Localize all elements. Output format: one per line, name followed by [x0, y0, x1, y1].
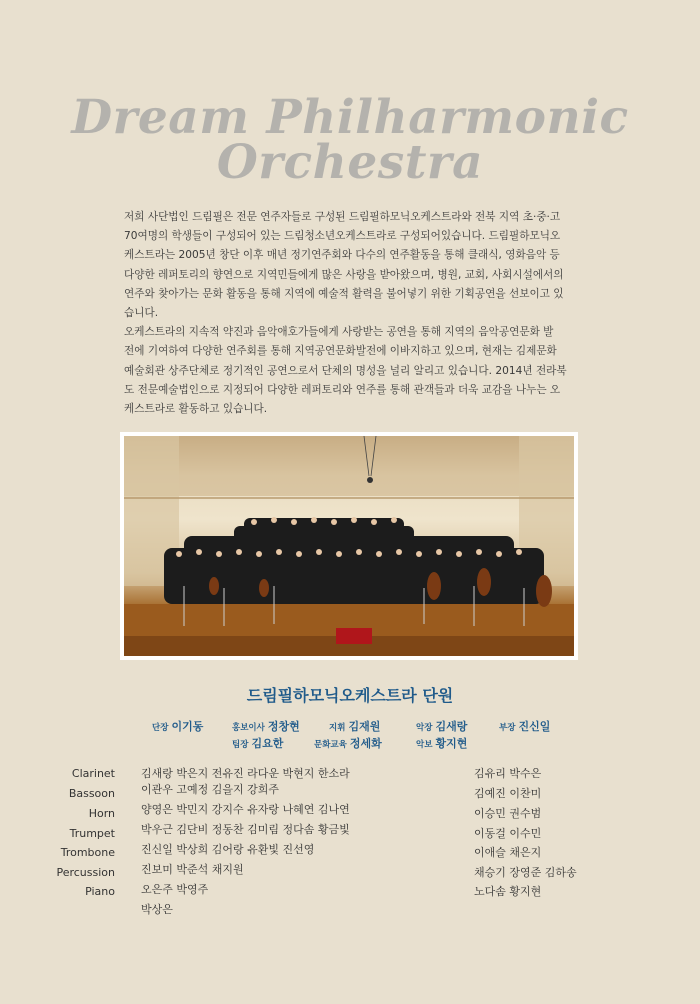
- instrument-label: Piano: [85, 885, 115, 898]
- title-line-2: Orchestra: [216, 135, 484, 190]
- intro-line: 다양한 레퍼토리의 향연으로 지역민들에게 많은 사랑을 받아왔으며, 병원, 교회, 사회시설에서의: [124, 268, 564, 281]
- staff-role: 악장: [416, 723, 433, 733]
- staff-director: [152, 718, 203, 734]
- member-names: 양영은 박민지 강지수 유자랑 나혜연 김나연: [141, 803, 350, 816]
- intro-line: 케스트라로 활동하고 있습니다.: [124, 403, 268, 416]
- members-heading: 드림필하모닉오케스트라 단원: [246, 686, 454, 705]
- instrument-label: Bassoon: [68, 787, 115, 800]
- staff-name: 김새랑: [435, 720, 468, 733]
- instrument-label: Percussion: [56, 866, 115, 879]
- intro-line: 전에 기여하여 다양한 연주회를 통해 지역공연문화발전에 이바지하고 있으며, 현재는 김제문화: [124, 345, 557, 358]
- intro-line: 예술회관 상주단체로 정기적인 공연으로서 단체의 명성을 널리 알리고 있습니다. 2014년 전라북: [124, 364, 567, 377]
- orchestra-photo-illustration: [124, 436, 574, 656]
- staff-concertmaster: [416, 718, 467, 734]
- member-names: 이관우 고예정 김을지 강희주: [141, 783, 280, 796]
- intro-line: 도 전문예술법인으로 지정되어 다양한 레퍼토리와 연주를 통해 관객들과 더욱 교감을 나누는 오: [124, 383, 561, 396]
- staff-team-leader: [232, 735, 283, 751]
- intro-line: 케스트라는 2005년 창단 이후 매년 정기연주회와 다수의 연주활동을 통해 클래식, 영화음악 등: [124, 249, 560, 262]
- intro-line: 오케스트라의 지속적 약진과 음악애호가들에게 사랑받는 공연을 통해 지역의 음악공연문화 발: [124, 326, 554, 339]
- member-names: 박우근 김단비 정동찬 김미림 정다솜 황금빛: [141, 823, 350, 836]
- staff-name: 진신일: [518, 720, 551, 733]
- staff-name: 김요한: [251, 737, 284, 750]
- staff-name: 정세화: [349, 737, 382, 750]
- intro-line: 연주와 찾아가는 문화 활동을 통해 지역에 예술적 활력을 불어넣기 위한 기획공연을 선보이고 있: [124, 287, 564, 300]
- member-names: 진신일 박상희 김어랑 유환빛 진선영: [141, 843, 315, 856]
- member-names: 이동걸 이수민: [474, 827, 542, 840]
- staff-role: 악보: [416, 740, 433, 750]
- instrument-label: Trombone: [60, 846, 115, 859]
- staff-role: 팀장: [232, 740, 249, 750]
- staff-conductor: [329, 718, 380, 734]
- staff-pr-director: [232, 718, 300, 734]
- member-names: 김새랑 박은지 전유진 라다운 박현지 한소라: [141, 767, 350, 780]
- instrument-label: Horn: [88, 807, 115, 820]
- staff-role: 홍보이사: [232, 723, 265, 733]
- staff-role: 단장: [152, 723, 169, 733]
- staff-role: 지휘: [329, 723, 346, 733]
- staff-role: 부장: [499, 723, 516, 733]
- staff-name: 이기동: [171, 720, 204, 733]
- member-names: 박상은: [141, 903, 173, 916]
- member-names: 이승민 권수범: [474, 807, 542, 820]
- intro-line: 습니다.: [124, 307, 159, 320]
- staff-role: 문화교육: [314, 740, 347, 750]
- instrument-label: Trumpet: [69, 827, 115, 840]
- staff-name: 황지현: [435, 737, 468, 750]
- staff-name: 정창현: [267, 720, 300, 733]
- intro-line: 70여명의 학생들이 구성되어 있는 드림청소년오케스트라로 구성되어있습니다. 드림필하모닉오: [124, 230, 561, 243]
- member-names: 오은주 박영주: [141, 883, 209, 896]
- intro-text: [124, 208, 580, 419]
- staff-librarian: [416, 735, 467, 751]
- intro-line: 저희 사단법인 드림필은 전문 연주자들로 구성된 드림필하모닉오케스트라와 전북 지역 초·중·고: [124, 211, 561, 223]
- staff-education: [314, 735, 382, 751]
- staff-manager: [499, 718, 550, 734]
- member-names: 진보미 박준석 채지원: [141, 863, 244, 876]
- member-names: 김유리 박수은: [474, 767, 542, 780]
- staff-name: 김재원: [348, 720, 381, 733]
- member-names: 노다솜 황지현: [474, 885, 542, 898]
- orchestra-photo: [124, 436, 574, 656]
- instrument-label: Clarinet: [71, 767, 115, 780]
- member-names: 채승기 장영준 김하송: [474, 866, 577, 879]
- title-line-1: Dream Philharmonic: [71, 90, 629, 145]
- member-names: 이애슬 채은지: [474, 846, 542, 859]
- orchestra-photo-frame: [120, 432, 578, 660]
- member-names: 김예진 이찬미: [474, 787, 542, 800]
